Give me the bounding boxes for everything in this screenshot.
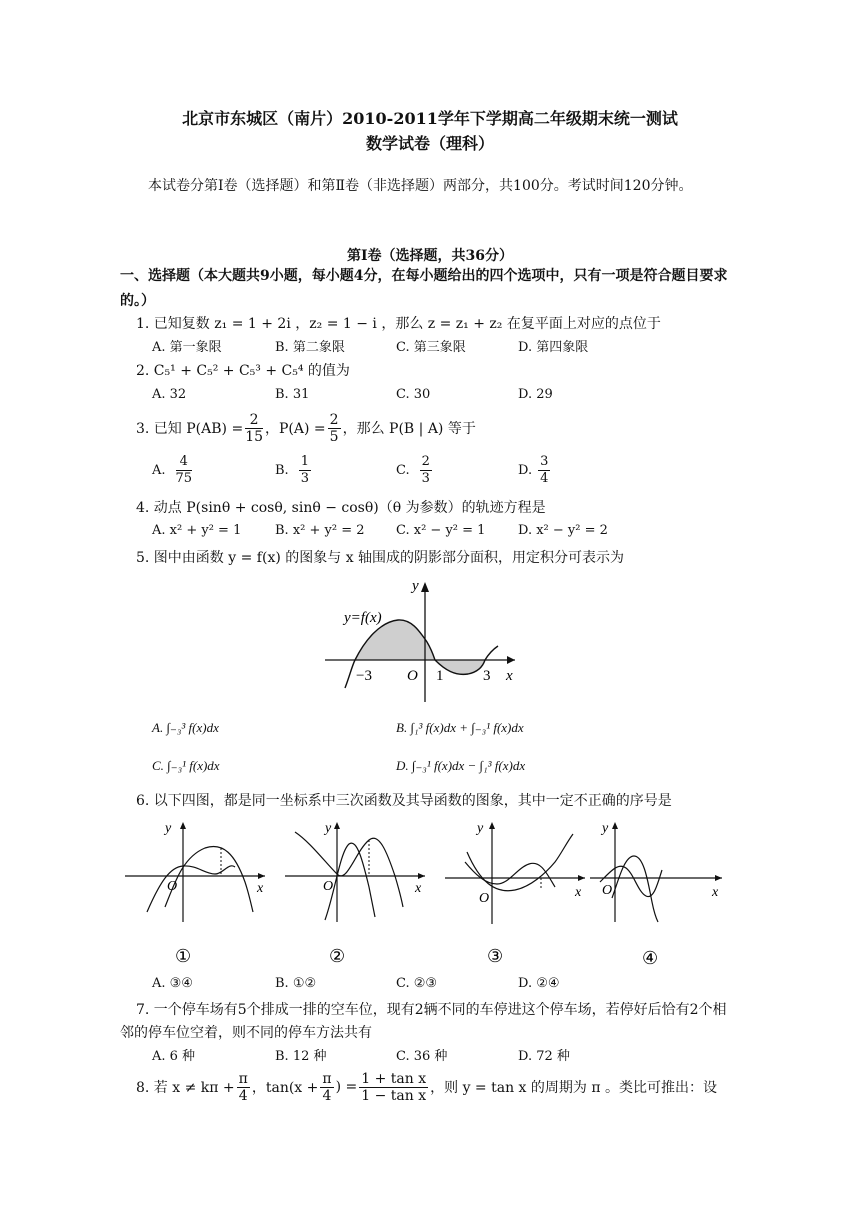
q4-option-d: D. x² − y² = 2 xyxy=(518,523,608,538)
fig4-y-label: y xyxy=(602,821,609,836)
fig2-number: ② xyxy=(329,946,346,966)
intro-paragraph: 本试卷分第Ⅰ卷（选择题）和第Ⅱ卷（非选择题）两部分，共100分。考试时间120分钟。 xyxy=(148,178,693,194)
q3-option-d xyxy=(518,450,552,490)
q2-option-d: D. 29 xyxy=(518,387,553,402)
q8-tan-fraction xyxy=(359,1071,428,1104)
q3-f1-numerator: 2 xyxy=(245,412,263,429)
fig1-derivative-curve xyxy=(165,846,253,912)
question-7-stem: 7. 一个停车场有5个排成一排的空车位，现有2辆不同的车停进这个停车场，若停好后恰有2个相邻的停车位空着，则不同的停车方法共有 xyxy=(120,1002,727,1041)
q3-a-num: 4 xyxy=(176,454,193,471)
q3-d-den: 4 xyxy=(540,470,549,486)
q5-option-a: A. ∫₋₃³ f(x)dx xyxy=(152,720,219,735)
question-4-stem: 4. 动点 P(sinθ + cosθ, sinθ − cosθ)（θ 为参数）的轨迹方程是 xyxy=(136,500,546,516)
q7-option-b: B. 12 种 xyxy=(275,1049,327,1064)
q3-stem-mid: ，P(A) = xyxy=(265,421,326,437)
q5-x-axis-arrow xyxy=(507,656,515,664)
question-6-stem: 6. 以下四图，都是同一坐标系中三次函数及其导函数的图象，其中一定不正确的序号是 xyxy=(136,793,672,809)
q4-option-c: C. x² − y² = 1 xyxy=(396,523,486,538)
q5-option-c: C. ∫₋₃¹ f(x)dx xyxy=(152,758,220,773)
fig1-x-label: x xyxy=(257,881,264,896)
q6-figure-1 xyxy=(125,821,265,966)
q3-option-a-fraction xyxy=(176,454,193,487)
fig3-derivative-curve xyxy=(467,834,573,891)
q6-option-c: C. ②③ xyxy=(396,976,438,991)
q8-tan-num: 1 + tan x xyxy=(361,1070,427,1087)
q8-pi: π xyxy=(238,1070,248,1087)
q6-figure-2 xyxy=(285,821,425,966)
fig2-x-label: x xyxy=(415,881,422,896)
q8-part-a: 8. 若 x ≠ kπ + xyxy=(136,1080,235,1096)
fig3-y-label: y xyxy=(477,821,484,836)
page-subtitle: 数学试卷（理科） xyxy=(365,134,494,153)
q1-option-a: A. 第一象限 xyxy=(152,340,222,355)
fig1-number: ① xyxy=(175,946,192,966)
q4-option-b: B. x² + y² = 2 xyxy=(275,523,365,538)
q3-option-b xyxy=(275,450,313,490)
q3-option-b-label: B. xyxy=(275,462,289,478)
q6-option-d: D. ②④ xyxy=(518,976,560,991)
q5-option-b: B. ∫₁³ f(x)dx + ∫₋₃¹ f(x)dx xyxy=(396,720,524,735)
q1-option-c: C. 第三象限 xyxy=(396,340,466,355)
q8-tan-den: 1 − tan x xyxy=(361,1087,427,1104)
q5-x-axis-label: x xyxy=(506,668,513,684)
q3-option-a-label: A. xyxy=(152,462,166,478)
q4-option-a: A. x² + y² = 1 xyxy=(152,523,242,538)
q8-pi-over-4-b xyxy=(320,1071,333,1104)
q8-part-c: ) = xyxy=(335,1079,358,1095)
q1-option-b: B. 第二象限 xyxy=(275,340,345,355)
q5-y-axis-label: y xyxy=(412,578,419,594)
q5-tick-3: 3 xyxy=(483,668,491,684)
question-2-stem: 2. C₅¹ + C₅² + C₅³ + C₅⁴ 的值为 xyxy=(136,363,350,379)
q3-d-num: 3 xyxy=(540,453,549,469)
fig2-cubic-curve xyxy=(295,832,403,907)
q3-b-den: 3 xyxy=(300,470,309,486)
q2-option-c: C. 30 xyxy=(396,387,431,402)
q3-option-d-fraction xyxy=(538,454,550,487)
q3-a-den: 75 xyxy=(175,470,193,486)
page-title: 北京市东城区（南片）2010-2011学年下学期高二年级期末统一测试 xyxy=(182,109,678,128)
q8-pi-over-4 xyxy=(237,1071,250,1104)
q3-c-num: 2 xyxy=(421,453,430,469)
q5-function-graph xyxy=(320,570,530,705)
q3-f2-numerator: 2 xyxy=(329,411,339,428)
q3-stem-suffix: ，那么 P(B | A) 等于 xyxy=(342,421,476,437)
q2-option-a: A. 32 xyxy=(152,387,187,402)
q3-option-d-label: D. xyxy=(518,462,533,478)
q5-curve-label: y=f(x) xyxy=(344,610,382,626)
q8-four: 4 xyxy=(238,1087,248,1104)
q5-origin-label: O xyxy=(407,668,418,684)
q8-four-b: 4 xyxy=(322,1087,332,1104)
part-title: 一、选择题（本大题共9小题，每小题4分，在每小题给出的四个选项中，只有一项是符合题目要求的。） xyxy=(120,268,728,309)
fig2-origin-label: O xyxy=(323,879,334,894)
q3-option-c-label: C. xyxy=(396,462,410,478)
q3-stem-prefix: 3. 已知 P(AB) = xyxy=(136,421,244,437)
q5-option-d: D. ∫₋₃¹ f(x)dx − ∫₁³ f(x)dx xyxy=(396,758,526,773)
fig4-number: ④ xyxy=(642,948,659,968)
q3-option-c-fraction xyxy=(420,454,432,487)
question-8-stem xyxy=(136,1064,717,1110)
q3-option-a xyxy=(152,450,194,490)
q8-pi-b: π xyxy=(322,1070,332,1087)
fig2-y-label: y xyxy=(325,821,332,836)
q3-option-c xyxy=(396,450,434,490)
q6-figure-4 xyxy=(590,821,722,968)
q5-tick-neg3: −3 xyxy=(356,668,372,684)
fig4-origin-label: O xyxy=(602,883,613,898)
fig3-x-label: x xyxy=(575,885,582,900)
q6-figures xyxy=(120,812,730,972)
q3-b-num: 1 xyxy=(300,453,309,469)
q1-option-d: D. 第四象限 xyxy=(518,340,589,355)
q8-part-b: ，tan(x + xyxy=(251,1080,319,1096)
q3-f2-denominator: 5 xyxy=(329,428,339,445)
fig3-origin-label: O xyxy=(479,891,490,906)
q3-c-den: 3 xyxy=(421,470,430,486)
fig4-x-label: x xyxy=(712,885,719,900)
q6-option-b: B. ①② xyxy=(275,976,317,991)
q3-fraction-1 xyxy=(245,412,263,445)
section-title: 第Ⅰ卷（选择题，共36分） xyxy=(346,248,514,264)
question-3-stem xyxy=(136,408,476,448)
q5-y-axis-arrow xyxy=(421,582,429,592)
q7-option-c: C. 36 种 xyxy=(396,1049,448,1064)
q3-f1-denominator: 15 xyxy=(245,428,264,445)
q3-fraction-2 xyxy=(328,412,341,445)
question-1-stem: 1. 已知复数 z₁ = 1 + 2i ，z₂ = 1 − i ，那么 z = z₁ + z₂ 在复平面上对应的点位于 xyxy=(136,316,661,332)
q7-option-d: D. 72 种 xyxy=(518,1049,570,1064)
q3-option-b-fraction xyxy=(299,454,311,487)
fig3-number: ③ xyxy=(487,946,504,966)
q7-option-a: A. 6 种 xyxy=(152,1049,196,1064)
q2-option-b: B. 31 xyxy=(275,387,310,402)
q8-part-d: ，则 y = tan x 的周期为 π 。类比可推出：设 xyxy=(430,1080,718,1096)
q6-figure-3 xyxy=(445,821,585,966)
fig1-origin-label: O xyxy=(167,879,178,894)
question-5-stem: 5. 图中由函数 y = f(x) 的图象与 x 轴围成的阴影部分面积，用定积分可表示为 xyxy=(136,550,625,566)
fig1-y-label: y xyxy=(165,821,172,836)
q6-option-a: A. ③④ xyxy=(152,976,193,991)
q5-tick-1: 1 xyxy=(436,668,444,684)
fig1-cubic-curve xyxy=(147,866,235,912)
